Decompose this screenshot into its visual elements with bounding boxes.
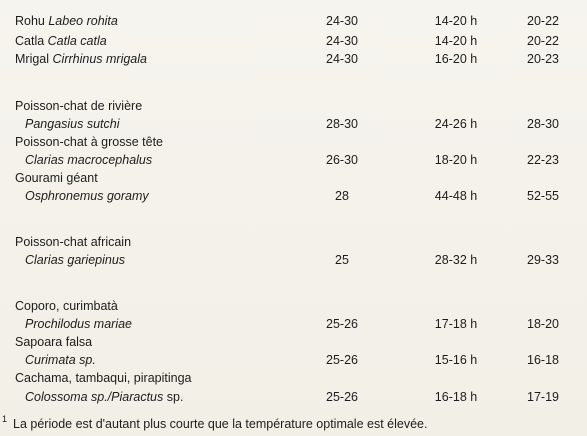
table-row xyxy=(0,297,587,315)
duration-cell: 44-48 h xyxy=(434,189,478,203)
degree-hours-cell: 18-20 xyxy=(527,317,559,331)
species-name xyxy=(25,351,96,369)
duration-cell: 14-20 h xyxy=(434,34,478,48)
temperature-cell: 25-26 xyxy=(326,390,358,404)
species-name xyxy=(15,97,142,115)
temperature-cell: 25 xyxy=(335,253,349,267)
species-name xyxy=(25,251,125,269)
scientific-name: Clarias gariepinus xyxy=(25,253,126,267)
species-name xyxy=(15,50,147,68)
temperature-cell: 25-26 xyxy=(326,317,358,331)
table-row xyxy=(0,169,587,187)
duration-cell: 14-20 h xyxy=(434,14,478,28)
degree-hours-cell: 52-55 xyxy=(527,189,559,203)
table-row xyxy=(0,388,587,406)
species-name xyxy=(15,297,118,315)
scientific-name: Colossoma sp./Piaractus xyxy=(25,390,164,404)
temperature-cell: 28-30 xyxy=(326,117,358,131)
degree-hours-cell: 17-19 xyxy=(527,390,559,404)
table-row xyxy=(0,12,587,30)
table-row xyxy=(0,251,587,269)
temperature-cell: 24-30 xyxy=(326,34,358,48)
degree-hours-cell: 16-18 xyxy=(527,353,559,367)
footnote xyxy=(2,411,427,432)
scientific-name: Prochilodus mariae xyxy=(25,317,132,331)
scientific-name: Osphronemus goramy xyxy=(25,189,149,203)
table-row xyxy=(0,151,587,169)
common-name: Rohu xyxy=(15,14,49,28)
species-name xyxy=(15,12,118,30)
duration-cell: 15-16 h xyxy=(434,353,478,367)
temperature-cell: 28 xyxy=(335,189,349,203)
species-name xyxy=(25,115,120,133)
common-name: Mrigal xyxy=(15,52,53,66)
species-name xyxy=(25,187,149,205)
temperature-cell: 25-26 xyxy=(326,353,358,367)
table-row xyxy=(0,315,587,333)
scientific-name: Labeo rohita xyxy=(48,14,118,28)
duration-cell: 17-18 h xyxy=(434,317,478,331)
degree-hours-cell: 20-22 xyxy=(527,14,559,28)
degree-hours-cell: 28-30 xyxy=(527,117,559,131)
species-name xyxy=(15,333,92,351)
species-name xyxy=(15,233,131,251)
duration-cell: 28-32 h xyxy=(434,253,478,267)
degree-hours-cell: 22-23 xyxy=(527,153,559,167)
duration-cell: 24-26 h xyxy=(434,117,478,131)
duration-cell: 18-20 h xyxy=(434,153,478,167)
species-name xyxy=(25,388,183,406)
temperature-cell: 26-30 xyxy=(326,153,358,167)
table-row xyxy=(0,369,587,387)
common-name: Poisson-chat africain xyxy=(15,235,132,249)
temperature-cell: 24-30 xyxy=(326,14,358,28)
common-name: Poisson-chat à grosse tête xyxy=(15,135,163,149)
duration-cell: 16-20 h xyxy=(434,52,478,66)
common-name: Poisson-chat de rivière xyxy=(15,99,143,113)
common-name: Gourami géant xyxy=(15,171,98,185)
scientific-name: Pangasius sutchi xyxy=(25,117,120,131)
common-name: Coporo, curimbatà xyxy=(15,299,118,313)
species-name xyxy=(15,32,107,50)
duration-cell: 16-18 h xyxy=(434,390,478,404)
table-row xyxy=(0,133,587,151)
species-name xyxy=(25,315,132,333)
species-name xyxy=(15,369,192,387)
table-row xyxy=(0,351,587,369)
table-row xyxy=(0,187,587,205)
table-row xyxy=(0,97,587,115)
scientific-name: Clarias macrocephalus xyxy=(25,153,153,167)
table-row xyxy=(0,233,587,251)
degree-hours-cell: 20-22 xyxy=(527,34,559,48)
scientific-suffix: sp. xyxy=(163,390,184,404)
table-row xyxy=(0,32,587,50)
species-name xyxy=(15,133,163,151)
common-name: Sapoara falsa xyxy=(15,335,93,349)
scientific-name: Cirrhinus mrigala xyxy=(52,52,147,66)
scientific-name: Catla catla xyxy=(47,34,107,48)
species-name xyxy=(15,169,98,187)
degree-hours-cell: 29-33 xyxy=(527,253,559,267)
temperature-cell: 24-30 xyxy=(326,52,358,66)
footnote-marker: 1 xyxy=(2,414,8,424)
degree-hours-cell: 20-23 xyxy=(527,52,559,66)
table-row xyxy=(0,50,587,68)
footnote-text: La période est d'autant plus courte que la température optimale est élevée. xyxy=(13,417,428,431)
species-name xyxy=(25,151,152,169)
table-row xyxy=(0,333,587,351)
table-row xyxy=(0,115,587,133)
common-name: Catla xyxy=(15,34,48,48)
scientific-name: Curimata sp. xyxy=(25,353,96,367)
common-name: Cachama, tambaqui, pirapitinga xyxy=(15,371,192,385)
